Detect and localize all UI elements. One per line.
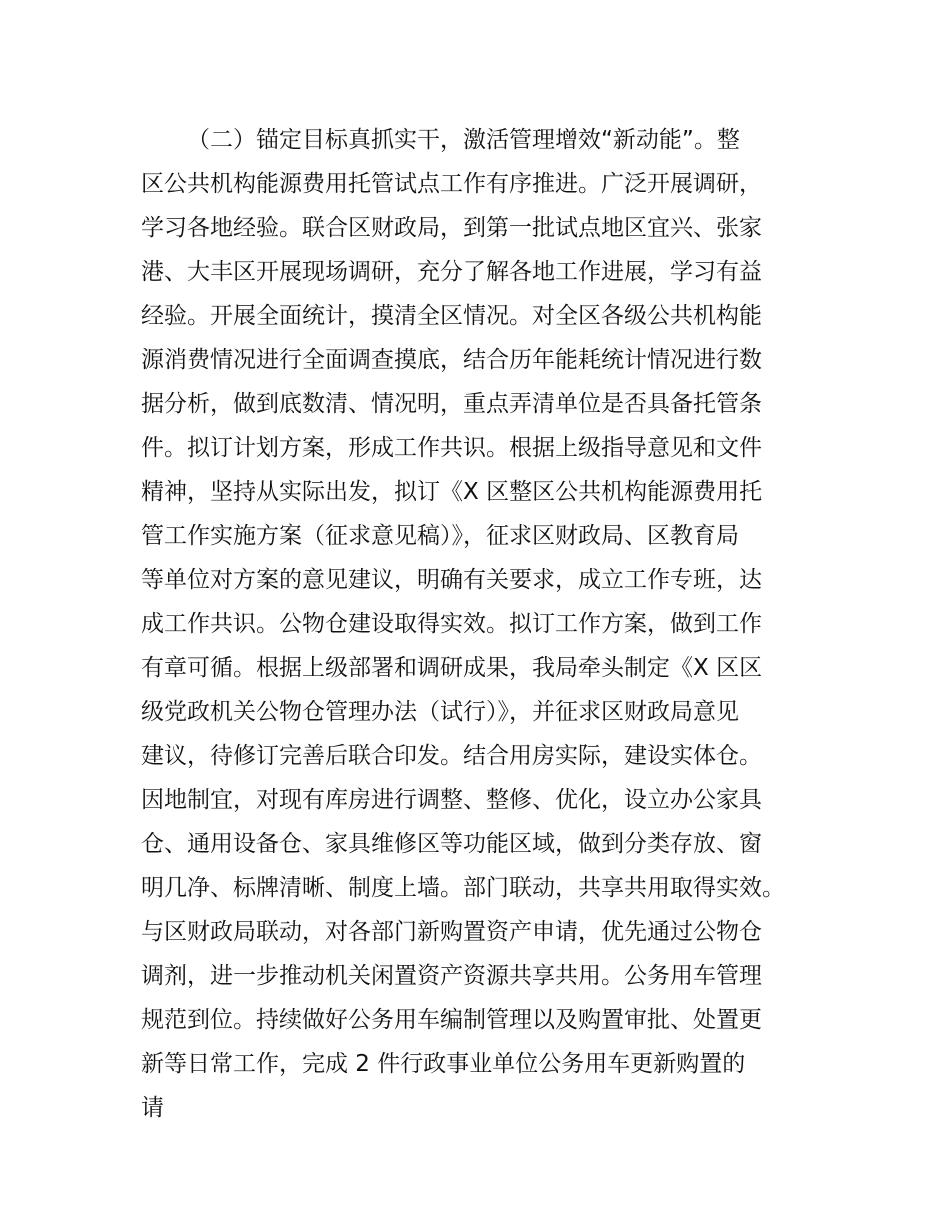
text-line: 港、大丰区开展现场调研，充分了解各地工作进展，学习有益 [141,259,762,285]
text-line: 调剂，进一步推动机关闲置资产资源共享共用。公务用车管理 [141,963,762,989]
text-line: 精神，坚持从实际出发，拟订《X 区整区公共机构能源费用托 [141,479,763,505]
text-line: （二）锚定目标真抓实干，激活管理增效“新动能”。整 [187,127,740,153]
text-line: 区公共机构能源费用托管试点工作有序推进。广泛开展调研， [141,171,762,197]
text-line: 经验。开展全面统计，摸清全区情况。对全区各级公共机构能 [141,303,762,329]
text-line: 有章可循。根据上级部署和调研成果，我局牵头制定《X 区区 [141,655,763,681]
text-line: 据分析，做到底数清、情况明，重点弄清单位是否具备托管条 [141,391,762,417]
text-line: 学习各地经验。联合区财政局，到第一批试点地区宜兴、张家 [141,215,762,241]
body-paragraph [141,118,841,1130]
text-line: 等单位对方案的意见建议，明确有关要求，成立工作专班，达 [141,567,762,593]
text-line: 规范到位。持续做好公务用车编制管理以及购置审批、处置更 [141,1007,762,1033]
text-line: 仓、通用设备仓、家具维修区等功能区域，做到分类存放、窗 [141,831,762,857]
text-line: 成工作共识。公物仓建设取得实效。拟订工作方案，做到工作 [141,611,762,637]
text-line: 建议，待修订完善后联合印发。结合用房实际，建设实体仓。 [141,743,762,769]
text-line: 新等日常工作，完成 2 件行政事业单位公务用车更新购置的 [141,1051,746,1077]
text-line: 件。拟订计划方案，形成工作共识。根据上级指导意见和文件 [141,435,762,461]
text-line: 源消费情况进行全面调查摸底，结合历年能耗统计情况进行数 [141,347,762,373]
text-line: 管工作实施方案（征求意见稿）》，征求区财政局、区教育局 [141,523,739,549]
text-line: 与区财政局联动，对各部门新购置资产申请，优先通过公物仓 [141,919,762,945]
text-line: 请 [141,1095,164,1121]
text-line: 明几净、标牌清晰、制度上墙。部门联动，共享共用取得实效。 [141,875,785,901]
text-line: 级党政机关公物仓管理办法（试行）》，并征求区财政局意见 [141,699,739,725]
text-line: 因地制宜，对现有库房进行调整、整修、优化，设立办公家具 [141,787,762,813]
